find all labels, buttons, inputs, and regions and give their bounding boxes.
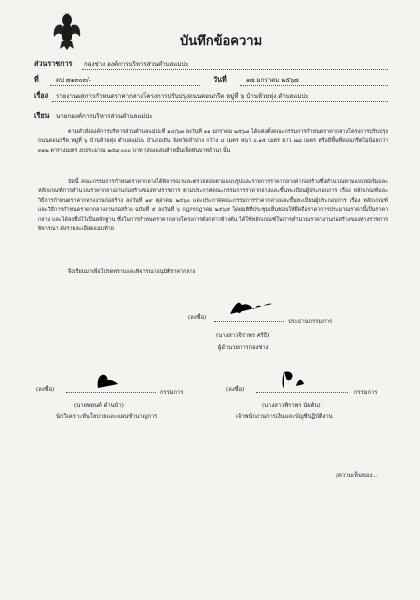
member2-role: กรรมการ <box>354 390 378 396</box>
recipient-value: นายกองค์การบริหารส่วนตำบลแม่ปะ <box>56 113 153 120</box>
member2-position: เจ้าพนักงานการเงินและบัญชีปฏิบัติงาน <box>236 414 333 420</box>
agency-underline <box>82 69 388 70</box>
body-paragraph-2 <box>38 178 388 234</box>
body-paragraph-2-text: บัดนี้ คณะกรรมการกำหนดราคากลางได้พิจารณาและตรวจสอบตามแบบรูปและรายการราคากลางค่าก่อสร้างซึ่งคำนวณตามแบบฟอร์มและหลักเกณฑ์การคำนวณราคากลางงานก่อสร้างของทางราชการ ตามประกาศคณะกรรมการราคากลางและขึ้นทะเบียนผู้ประกอบการ เรื่อง หลักเกณฑ์และวิธีการกำหนดราคากลางงานก่อสร้าง ลงวันที่ ๑๙ ตุลาคม ๒๕๖๐ และประกาศคณะกรรมการราคากลางและขึ้นทะเบียนผู้ประกอบการ เรื่อง หลักเกณฑ์และวิธีการกำหนดราคากลางงานก่อสร้าง ฉบับที่ ๕ ลงวันที่ ๖ กฎกรกฎาคม ๒๕๖๕ โดยมติที่ประชุมเห็นชอบให้ยึดถือราคาการประมาณราคานี้เป็นราคากลาง และได้ลงชื่อไว้เป็นหลักฐาน ซึ่งในการกำหนดราคากลางโครงการดังกล่าวข้างต้น ได้ใช้หลักเกณฑ์ในการคำนวณราคางานก่อสร้างของทางราชการพิจารณา ดังรายละเอียดแนบท้าย <box>38 179 388 233</box>
date-value: ๑๗ มกราคม ๒๕๖๗ <box>246 77 299 84</box>
subject-label: เรื่อง <box>34 91 49 100</box>
body-paragraph-3-text: จึงเรียนมาเพื่อโปรดทราบและพิจารณาอนุมัติราคากลาง <box>68 269 196 275</box>
member1-position: นักวิเคราะห์นโยบายและแผนชำนาญการ <box>56 414 158 420</box>
ref-value: ตป ๗๑๓๐๓/- <box>56 77 91 84</box>
continuation-note: /ความเห็นของ... <box>336 473 378 479</box>
subject-value: รายงานผลการกำหนดราคากลางโครงการปรับปรุงถนนคอนกรีต หมู่ที่ ๖ บ้านห้วยหุ่ง ตำบลแม่ปะ <box>56 93 309 100</box>
subject-underline <box>52 101 388 102</box>
chair-position: ผู้อำนวยการกองช่าง <box>218 345 269 351</box>
recipient-label: เรียน <box>34 111 50 120</box>
agency-value: กองช่าง องค์การบริหารส่วนตำบลแม่ปะ <box>84 61 189 68</box>
member2-sign-line <box>256 392 348 393</box>
member2-signature-icon <box>274 366 314 392</box>
member1-signature-icon <box>88 368 132 392</box>
member2-sign-prefix: (ลงชื่อ) <box>226 387 245 393</box>
ref-underline <box>50 85 200 86</box>
chair-name: (นางสาวจิราพร ศรีธิ) <box>216 333 270 339</box>
agency-label: ส่วนราชการ <box>34 59 73 68</box>
body-paragraph-1 <box>38 128 388 156</box>
member1-sign-prefix: (ลงชื่อ) <box>36 387 55 393</box>
date-label: วันที่ <box>213 75 227 84</box>
garuda-emblem-icon <box>52 11 82 51</box>
member1-role: กรรมการ <box>160 390 184 396</box>
body-paragraph-3 <box>38 268 388 277</box>
date-underline <box>240 85 388 86</box>
member1-sign-line <box>66 392 156 393</box>
member2-name: (นางสาวพิราพร นัยต้น) <box>262 403 321 409</box>
ref-label: ที่ <box>34 75 39 84</box>
chair-signature-icon <box>226 296 282 320</box>
chair-sign-line <box>214 321 284 322</box>
member1-name: (นายพยนต์ ดำนบ้า) <box>74 403 124 409</box>
chair-role: ประธานกรรมการ <box>288 319 333 325</box>
document-title: บันทึกข้อความ <box>180 34 263 49</box>
chair-sign-prefix: (ลงชื่อ) <box>188 315 207 321</box>
body-paragraph-1-text: ตามคำสั่งองค์การบริหารส่วนตำบลแม่ปะที่ ๑๔/๖๗ ลงวันที่ ๑๑ มกราคม ๒๕๖๗ ได้แต่งตั้งคณะกรรมการกำหนดราคากลางโครงการปรับปรุงถนนคอนกรีต หมู่ที่ ๖ บ้านห้วยหุ่ง ตำบลแม่ปะ อำเภอเถิน จังหวัดลำปาง กว้าง ๔ เมตร หนา ๐.๑๕ เมตร ยาว ๗๘ เมตร หรือมีพื้นที่คอนกรีตไม่น้อยกว่า ๓๑๒ ตารางเมตร งบประมาณ ๒๕๗,๐๐๐ บาท (สองแสนห้าหมื่นเจ็ดพันบาทถ้วน) นั้น <box>38 129 388 154</box>
